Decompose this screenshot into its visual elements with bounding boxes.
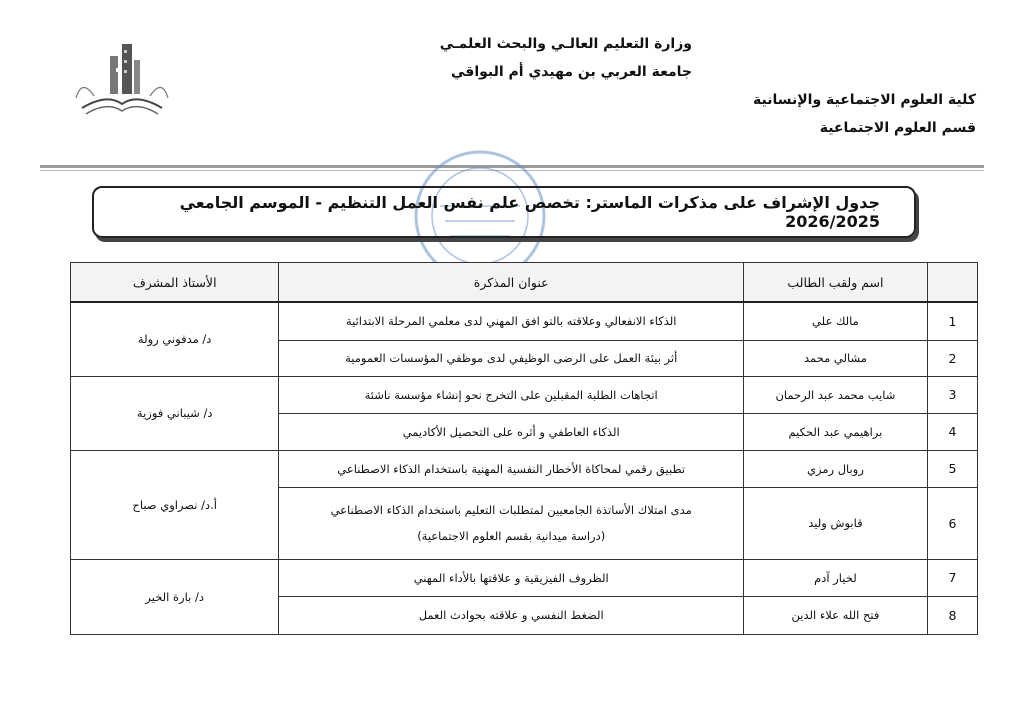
- student-name: مالك علي: [744, 302, 928, 340]
- supervisor-name: د/ شيباني فوزية: [71, 376, 279, 450]
- university-name: جامعة العربي بن مهيدي أم البواقي: [450, 64, 692, 80]
- memo-title: أثر بيئة العمل على الرضى الوظيفي لدى موظفي المؤسسات العمومية: [279, 340, 744, 376]
- row-number: 2: [927, 340, 977, 376]
- memo-title: الذكاء الانفعالي وعلاقته بالتو افق المهني لدى معلمي المرحلة الابتدائية: [279, 302, 744, 340]
- ministry-name: وزارة التعليم العالـي والبحث العلمـي: [439, 36, 692, 52]
- memo-title: اتجاهات الطلبة المقبلين على التخرج نحو إنشاء مؤسسة ناشئة: [279, 376, 744, 413]
- row-number: 6: [927, 487, 977, 559]
- header-student: اسم ولقب الطالب: [744, 263, 928, 303]
- student-name: لخيار آدم: [744, 559, 928, 596]
- department-name: قسم العلوم الاجتماعية: [819, 120, 976, 136]
- memo-title: الذكاء العاطفي و أثره على التحصيل الأكاديمي: [279, 413, 744, 450]
- memo-title: الظروف الفيزيقية و علاقتها بالأداء المهني: [279, 559, 744, 596]
- row-number: 5: [927, 450, 977, 487]
- student-name: قابوش وليد: [744, 487, 928, 559]
- table-row: [71, 302, 978, 340]
- row-number: 7: [927, 559, 977, 596]
- page-title: جدول الإشراف على مذكرات الماستر: تخصص علم نفس العمل التنظيم - الموسم الجامعي 2026/2025: [179, 193, 880, 231]
- title-box: [92, 186, 916, 238]
- supervisor-name: د/ بارة الخير: [71, 559, 279, 634]
- memo-cell: [279, 487, 744, 559]
- student-name: شايب محمد عبد الرحمان: [744, 376, 928, 413]
- row-number: 3: [927, 376, 977, 413]
- student-name: روبال رمزي: [744, 450, 928, 487]
- student-name: مشالي محمد: [744, 340, 928, 376]
- row-number: 8: [927, 596, 977, 634]
- student-name: براهيمي عبد الحكيم: [744, 413, 928, 450]
- university-logo: [72, 38, 172, 124]
- table-row: [71, 376, 978, 413]
- memo-subtitle: (دراسة ميدانية بقسم العلوم الاجتماعية): [417, 529, 606, 543]
- memo-title: مدى امتلاك الأساتذة الجامعيين لمتطلبات التعليم باستخدام الذكاء الاصطناعي: [330, 503, 692, 517]
- student-name: فتح الله علاء الدين: [744, 596, 928, 634]
- header-supervisor: الأستاذ المشرف: [71, 263, 279, 303]
- supervisor-name: أ.د/ نصراوي صباح: [71, 450, 279, 559]
- memo-title: الضغط النفسي و علاقته بحوادث العمل: [279, 596, 744, 634]
- row-number: 1: [927, 302, 977, 340]
- memo-title: تطبيق رقمي لمحاكاة الأخطار النفسية المهنية باستخدام الذكاء الاصطناعي: [279, 450, 744, 487]
- supervision-table: [70, 262, 978, 635]
- table-row: [71, 559, 978, 596]
- row-number: 4: [927, 413, 977, 450]
- faculty-name: كلية العلوم الاجتماعية والإنسانية: [753, 92, 976, 108]
- table-header-row: [71, 263, 978, 303]
- table-row: [71, 450, 978, 487]
- header-number: [927, 263, 977, 303]
- supervisor-name: د/ مدفوني رولة: [71, 302, 279, 376]
- header-memo: عنوان المذكرة: [279, 263, 744, 303]
